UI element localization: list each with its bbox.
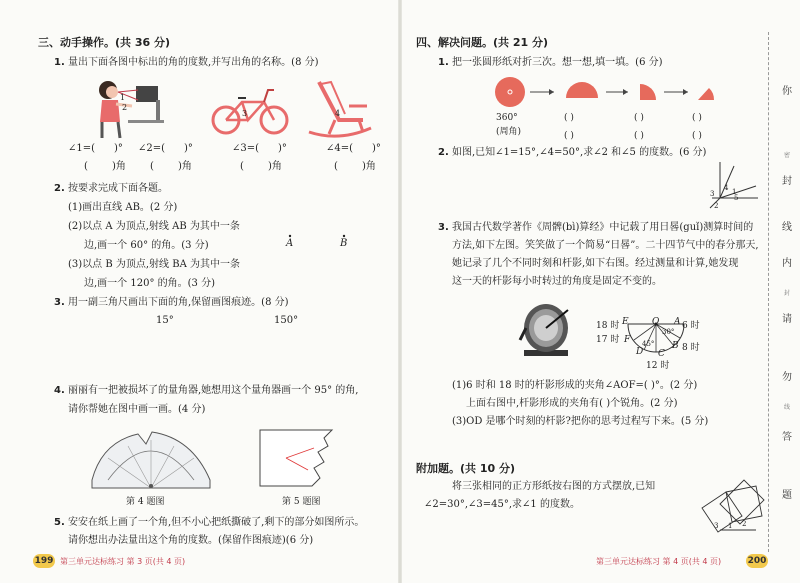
angle1-label: ∠1=( <box>68 143 96 154</box>
left-footer: 第三单元达标练习 第 3 页(共 4 页) <box>60 557 186 566</box>
side-small-2: 封 <box>783 290 790 297</box>
rq2-mark-3: 3 <box>710 190 715 198</box>
fig4-caption: 第 4 题图 <box>126 497 165 507</box>
angle4-label: ∠4=( <box>326 143 354 154</box>
rq3-line1: 我国古代数学著作《周髀(bì)算经》中记载了用日晷(guǐ)测算时间的 <box>452 222 754 233</box>
blank-4: ( ) <box>564 131 574 141</box>
dial-18: 18 时 <box>596 321 620 331</box>
right-page <box>400 0 800 583</box>
dial-o: O <box>652 317 660 327</box>
dial-d: D <box>636 347 644 357</box>
extra-title: 附加题。(共 10 分) <box>416 462 516 475</box>
extra-mark-1: 1 <box>728 522 733 530</box>
fold-circle-diagram <box>488 76 720 112</box>
dial-8: 8 时 <box>682 343 700 353</box>
svg-text:4: 4 <box>335 109 341 118</box>
blank-3: ( ) <box>692 113 702 123</box>
section3-title: 三、动手操作。(共 36 分) <box>38 36 171 49</box>
rq1-number: 1. <box>438 57 449 68</box>
q3-angle1: 15° <box>156 315 174 326</box>
side-char-2: 封 <box>782 176 792 187</box>
q4-text1: 丽丽有一把被损坏了的量角器,她想用这个量角器画一个 95° 的角, <box>68 385 359 396</box>
blank-1: ( ) <box>564 113 574 123</box>
dial-6: 6 时 <box>682 321 700 331</box>
q2-sub1: (1)画出直线 AB。(2 分) <box>68 202 178 213</box>
q2-sub2a: (2)以点 A 为顶点,射线 AB 为其中一条 <box>68 221 240 232</box>
dial-deg45: 45° <box>642 340 655 348</box>
rocking-chair-figure <box>305 76 375 140</box>
extra-mark-2: 2 <box>742 520 747 528</box>
right-page-number: 200 <box>747 556 767 566</box>
q4-number: 4. <box>54 385 65 396</box>
q5-number: 5. <box>54 517 65 528</box>
rq1-text: 把一张圆形纸对折三次。想一想,填一填。(6 分) <box>452 57 663 68</box>
blank-6: ( ) <box>692 131 702 141</box>
binding-line <box>768 32 769 552</box>
side-char-8: 题 <box>782 490 792 501</box>
q3-number: 3. <box>54 297 65 308</box>
dial-e: E <box>622 317 629 327</box>
extra-line1: 将三张相同的正方形纸按右图的方式摆放,已知 <box>452 481 656 492</box>
rq3-number: 3. <box>438 222 449 233</box>
three-squares-figure <box>700 478 766 536</box>
point-b: B <box>340 238 348 249</box>
angle2-name-open: ( <box>150 161 154 172</box>
q2-sub3b: 边,画一个 120° 的角。(3 分) <box>84 278 215 289</box>
side-char-6: 勿 <box>782 372 792 383</box>
svg-text:2: 2 <box>122 103 128 112</box>
q3-angle2: 150° <box>274 315 299 326</box>
q1-number: 1. <box>54 57 65 68</box>
angle2-deg: )° <box>184 143 193 154</box>
left-page-number: 199 <box>34 556 54 566</box>
dial-c: C <box>658 349 665 359</box>
blank-5: ( ) <box>634 131 644 141</box>
angle3-label: ∠3=( <box>232 143 260 154</box>
dial-12: 12 时 <box>646 361 670 371</box>
angle1-name-open: ( <box>84 161 88 172</box>
q2-text: 按要求完成下面各题。 <box>68 183 168 194</box>
dial-f: F <box>624 335 631 345</box>
side-char-1: 你 <box>782 86 792 97</box>
extra-line2: ∠2=30°,∠3=45°,求∠1 的度数。 <box>424 499 580 510</box>
q3-text: 用一副三角尺画出下面的角,保留画图痕迹。(8 分) <box>68 297 289 308</box>
angle3-name-open: ( <box>240 161 244 172</box>
rq3-line4: 这一天的杆影每小时转过的角度是固定不变的。 <box>452 276 662 287</box>
angle3-deg: )° <box>278 143 287 154</box>
dial-b: B <box>672 341 679 351</box>
q1-text: 量出下面各图中标出的角的度数,并写出角的名称。(8 分) <box>68 57 319 68</box>
side-char-4: 内 <box>782 258 792 269</box>
bicycle-figure <box>212 86 288 136</box>
rq3-line3: 她记录了几个不同时刻和杆影,如下右图。经过测量和计算,她发现 <box>452 258 739 269</box>
dial-deg30: 30° <box>662 328 675 336</box>
dial-17: 17 时 <box>596 335 620 345</box>
rq3-sub3: (3)OD 是哪个时刻的杆影?把你的思考过程写下来。(5 分) <box>452 416 709 427</box>
angle4-name-open: ( <box>334 161 338 172</box>
angle1-deg: )° <box>114 143 123 154</box>
extra-mark-3: 3 <box>714 522 719 530</box>
point-dots <box>288 234 348 238</box>
rq3-sub1: (1)6 时和 18 时的杆影形成的夹角∠AOF=( )°。(2 分) <box>452 380 698 391</box>
angle2-name-close: )角 <box>178 161 192 172</box>
sundial-photo <box>516 300 574 358</box>
q2-sub2b: 边,画一个 60° 的角。(3 分) <box>84 240 209 251</box>
angle4-name-close: )角 <box>362 161 376 172</box>
rq2-text: 如图,已知∠1=15°,∠4=50°,求∠2 和∠5 的度数。(6 分) <box>452 147 707 158</box>
girl-computer-figure <box>88 76 168 141</box>
svg-text:3: 3 <box>242 109 248 118</box>
section4-title: 四、解决问题。(共 21 分) <box>416 36 549 49</box>
side-char-3: 线 <box>782 222 792 233</box>
blank-2: ( ) <box>634 113 644 123</box>
q5-text2: 请你想出办法量出这个角的度数。(保留作图痕迹)(6 分) <box>68 535 314 546</box>
rq2-angle-figure <box>708 160 760 210</box>
angle1-name-close: )角 <box>112 161 126 172</box>
side-char-7: 答 <box>782 432 792 443</box>
angle4-deg: )° <box>372 143 381 154</box>
rq3-sub2: 上面右图中,杆影形成的夹角有( )个锐角。(2 分) <box>466 398 678 409</box>
rq2-mark-2: 2 <box>714 202 719 210</box>
broken-protractor-figure <box>88 428 214 490</box>
rq2-mark-5: 5 <box>734 194 739 202</box>
q2-number: 2. <box>54 183 65 194</box>
rq2-number: 2. <box>438 147 449 158</box>
rq2-mark-4: 4 <box>724 184 729 192</box>
angle2-label: ∠2=( <box>138 143 166 154</box>
q4-text2: 请你帮她在图中画一画。(4 分) <box>68 404 206 415</box>
point-a: A <box>286 238 294 249</box>
rq2-mark-1: 1 <box>732 188 737 196</box>
fig5-caption: 第 5 题图 <box>282 497 321 507</box>
q5-text1: 安安在纸上画了一个角,但不小心把纸撕破了,剩下的部分如图所示。 <box>68 517 365 528</box>
q2-sub3a: (3)以点 B 为顶点,射线 BA 为其中一条 <box>68 259 240 270</box>
circle-degree: 360° <box>496 113 518 123</box>
angle3-name-close: )角 <box>268 161 282 172</box>
right-footer: 第三单元达标练习 第 4 页(共 4 页) <box>596 557 722 566</box>
torn-paper-figure <box>258 428 334 490</box>
dial-a: A <box>674 317 681 327</box>
side-char-5: 请 <box>782 314 792 325</box>
side-small-3: 线 <box>783 404 790 411</box>
side-small-1: 密 <box>783 152 790 159</box>
rq3-line2: 方法,如下左图。笑笑做了一个简易“日晷”。二十四节气中的春分那天, <box>452 240 759 251</box>
circle-caption: (周角) <box>496 127 522 137</box>
svg-text:1: 1 <box>120 93 126 102</box>
